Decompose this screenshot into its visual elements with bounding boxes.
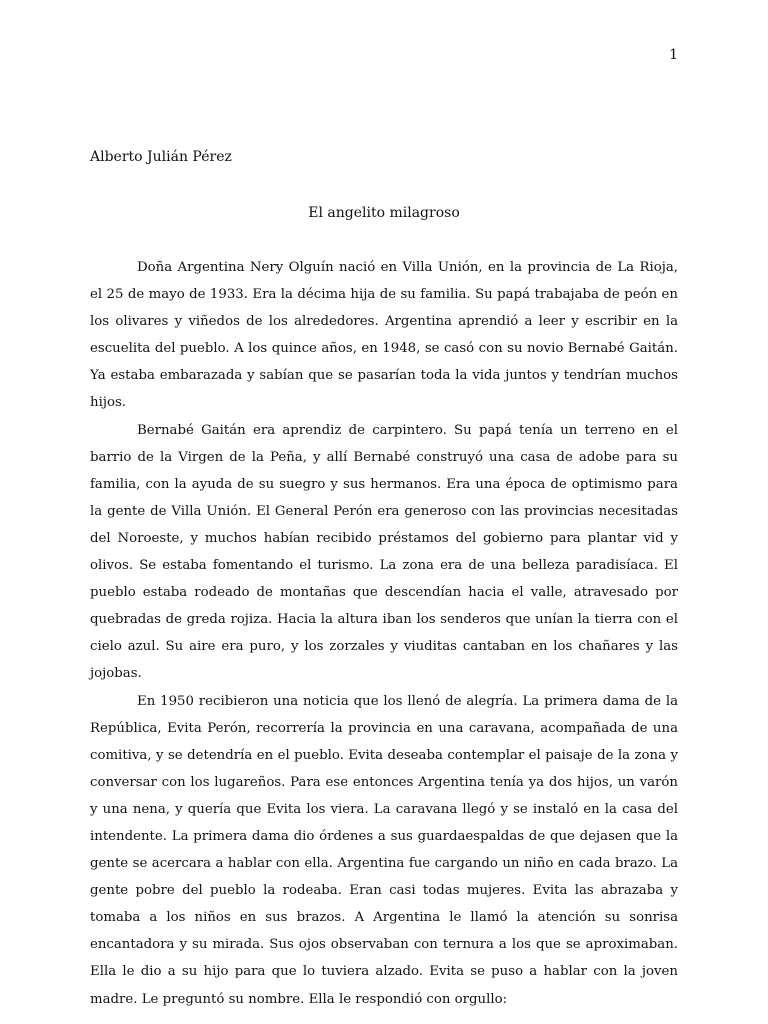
paragraph-2: Bernabé Gaitán era aprendiz de carpintero. Su papá tenía un terreno en el barrio de la Virgen de la Peña, y allí Bernabé construyó una casa de adobe para su familia, con la ayuda de su suegro y sus hermanos. Era una época de optimismo para la gente de Villa Unión. El General Perón era generoso con las provincias necesitadas del Noroeste, y muchos habían recibido préstamos del gobierno para plantar vid y olivos. Se estaba fomentando el turismo. La zona era de una belleza paradisíaca. El pueblo estaba rodeado de montañas que descendían hacia el valle, atravesado por quebradas de greda rojiza. Hacia la altura iban los senderos que unían la tierra con el cielo azul. Su aire era puro, y los zorzales y viuditas cantaban en los chañares y las jojobas. — [90, 422, 678, 682]
author-name: Alberto Julián Pérez — [90, 149, 232, 165]
page-number: 1 — [669, 47, 678, 63]
paragraph-3: En 1950 recibieron una noticia que los llenó de alegría. La primera dama de la República, Evita Perón, recorrería la provincia en una caravana, acompañada de una comitiva, y se detendría en el pueblo. Evita deseaba contemplar el paisaje de la zona y conversar con los lugareños. Para ese entonces Argentina tenía ya dos hijos, un varón y una nena, y quería que Evita los viera. La caravana llegó y se instaló en la casa del intendente. La primera dama dio órdenes a sus guardaespaldas de que dejasen que la gente se acercara a hablar con ella. Argentina fue cargando un niño en cada brazo. La gente pobre del pueblo la rodeaba. Eran casi todas mujeres. Evita las abrazaba y tomaba a los niños en sus brazos. A Argentina le llamó la atención su sonrisa encantadora y su mirada. Sus ojos observaban con ternura a los que se aproximaban. Ella le dio a su hijo para que lo tuviera alzado. Evita se puso a hablar con la joven madre. Le preguntó su nombre. Ella le respondió con orgullo: — [90, 693, 678, 1007]
story-body — [90, 254, 678, 1013]
story-title: El angelito milagroso — [308, 205, 460, 221]
paragraph-1: Doña Argentina Nery Olguín nació en Villa Unión, en la provincia de La Rioja, el 25 de mayo de 1933. Era la décima hija de su familia. Su papá trabajaba de peón en los olivares y viñedos de los alrededores. Argentina aprendió a leer y escribir en la escuelita del pueblo. A los quince años, en 1948, se casó con su novio Bernabé Gaitán. Ya estaba embarazada y sabían que se pasarían toda la vida juntos y tendrían muchos hijos. — [90, 260, 678, 411]
